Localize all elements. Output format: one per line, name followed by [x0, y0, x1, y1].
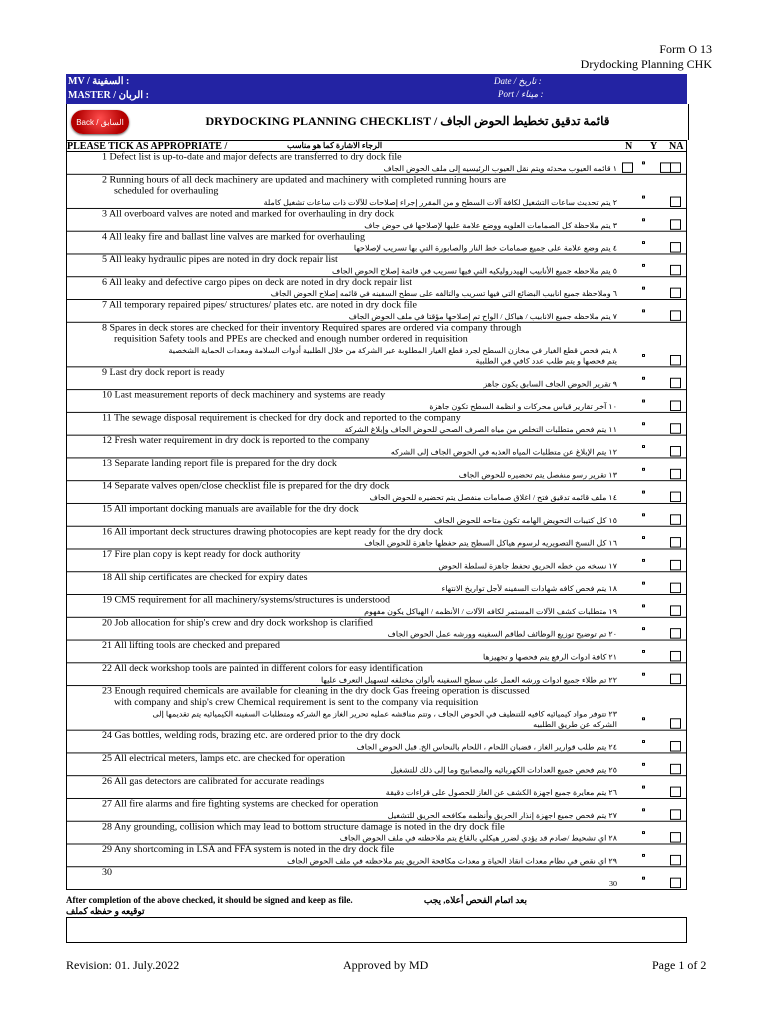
checklist-row: [66, 209, 687, 232]
instruction-en: PLEASE TICK AS APPROPRIATE /: [67, 141, 228, 152]
tick-marker: [642, 740, 645, 743]
item-text-ar: ١٨ يتم فحص كافه شهادات السفينه لأجل تواريخ الانتهاء: [441, 584, 617, 594]
item-text-ar: ٣ يتم ملاحظة كل الصمامات العلويه ووضع علامة عليها لإصلاحها في حوض جاف: [364, 221, 617, 230]
mv-label: MV / السفينة :: [68, 76, 130, 87]
tick-marker: [642, 673, 645, 676]
back-button[interactable]: Back / السابق: [71, 110, 129, 134]
na-checkbox[interactable]: [670, 401, 681, 411]
item-text-ar: ٥ يتم ملاحظه جميع الأنابيب الهيدروليكيه التي فيها تسريب في قائمة إصلاح الحوض الجاف: [332, 266, 617, 276]
na-checkbox[interactable]: [670, 674, 681, 684]
master-label: MASTER / الربان :: [68, 90, 149, 101]
checklist-items: [66, 152, 687, 890]
column-header-row: [66, 140, 687, 152]
item-text-ar: ١٩ متطلبات كشف الآلات المستمر لكافه الآلات / الأنظمه / الهياكل يكون مفهوم: [364, 607, 617, 616]
checklist-row: [66, 595, 687, 618]
na-checkbox[interactable]: [670, 560, 681, 570]
checklist-row: [66, 277, 687, 300]
na-checkbox[interactable]: [670, 469, 681, 479]
tick-marker: [642, 377, 645, 380]
item-text-en: 17 Fire plan copy is kept ready for dock authority: [102, 549, 301, 560]
checklist-row: [66, 436, 687, 459]
checklist-row: [66, 232, 687, 255]
checklist-row: [66, 822, 687, 845]
na-checkbox[interactable]: [670, 809, 681, 819]
item-text-en: 21 All lifting tools are checked and prepared: [102, 640, 280, 651]
na-checkbox[interactable]: [670, 764, 681, 774]
item-text-ar: ١٣ تقرير رسو منفصل يتم تحضيره للحوض الجاف: [458, 470, 617, 480]
item-text-en: with company and ship's crew Chemical requirement is sent to the company via requisition: [114, 697, 479, 708]
item-text-ar: ١٠ آخر تقارير قياس محركات و انظمة السطح تكون جاهزة: [429, 402, 617, 411]
item-text-en: 8 Spares in deck stores are checked for their inventory Required spares are ordered via company through: [102, 322, 522, 334]
tick-marker: [642, 854, 645, 857]
date-label: Date / تاريخ :: [494, 76, 542, 86]
item-text-en: 25 All electrical meters, lamps etc. are checked for operation: [102, 753, 345, 764]
item-text-ar: ٢٧ يتم فحص جميع اجهزة إنذار الحريق وأنظمه مكافحه الحريق للتشغيل: [387, 811, 617, 820]
item-text-en: 3 All overboard valves are noted and marked for overhauling in dry dock: [102, 208, 395, 220]
item-text-ar: ١٦ كل النسخ التصويريه لرسوم هياكل السطح يتم حفظها جاهزة للحوض الجاف: [364, 539, 617, 548]
item-text-en: 27 All fire alarms and fire fighting systems are checked for operation: [102, 798, 379, 810]
tick-marker: [642, 287, 645, 290]
checklist-row: [66, 844, 687, 867]
page-number: Page 1 of 2: [652, 958, 707, 972]
item-text-en: 24 Gas bottles, welding rods, brazing etc. are ordered prior to the dry dock: [102, 730, 401, 742]
na-checkbox[interactable]: [670, 514, 681, 524]
tick-marker: [642, 309, 645, 312]
tick-marker: [642, 422, 645, 425]
item-text-ar: ١١ يتم فحص متطلبات التخلص من مياه الصرف الصحي للحوض الجاف وإبلاغ الشركة: [344, 425, 617, 434]
approved-text: Approved by MD: [343, 958, 429, 972]
na-checkbox[interactable]: [670, 628, 681, 638]
tick-marker: [642, 627, 645, 630]
item-text-en: 15 All important docking manuals are available for the dry dock: [102, 503, 359, 515]
item-text-ar: يتم فحصها و يتم طلب عدد كافي في الطلبية: [475, 356, 617, 366]
item-text-en: 10 Last measurement reports of deck machinery and systems are ready: [102, 390, 386, 401]
tick-marker: [642, 468, 645, 471]
item-text-ar: ٢١ كافة ادوات الرفع يتم فحصها و تجهيزها: [483, 652, 617, 662]
item-text-ar: ٢٩ اي نقص في نظام معدات انقاذ الحياة و معدات مكافحة الحريق يتم ملاحظته في ملف الحوض الجاف: [287, 856, 617, 866]
tick-marker: [642, 582, 645, 585]
checklist-row: [66, 641, 687, 664]
item-text-en: 19 CMS requirement for all machinery/systems/structures is understood: [102, 594, 391, 606]
footer-note: [66, 893, 687, 917]
tick-marker: [642, 196, 645, 199]
item-text-en: 2 Running hours of all deck machinery are updated and machinery with completed running hours are: [102, 174, 507, 186]
item-text-ar: ٧ يتم ملاحظه جميع الانابيب / هياكل / الواح تم إصلاحها مؤقتا في ملف الحوض الجاف: [348, 312, 617, 321]
item-text-ar: ٢ يتم تحديث ساعات التشغيل لكافة آلات السطح و من المقرر إجراء إصلاحات للآلات ذات ساعات تشغيل كاملة: [263, 198, 617, 208]
checklist-row: [66, 504, 687, 527]
checklist-row: [66, 175, 687, 209]
item-text-ar: ٢٦ يتم معايرة جميع اجهزة الكشف عن الغاز للحصول على قراءات دقيقة: [385, 788, 617, 798]
item-text-ar: ١٢ يتم الإبلاغ عن متطلبات المياه العذبه في الحوض الجاف إلى الشركه: [390, 447, 617, 457]
y-checkbox[interactable]: [660, 162, 671, 172]
checklist-row: [66, 867, 687, 890]
na-checkbox[interactable]: [670, 355, 681, 365]
item-text-en: 7 All temporary repaired pipes/ structures/ plates etc. are noted in dry dock file: [102, 299, 417, 311]
checklist-row: [66, 323, 687, 368]
checklist-row: [66, 663, 687, 686]
checklist-row: [66, 527, 687, 550]
port-label: Port / ميناء :: [498, 89, 544, 99]
tick-marker: [642, 650, 645, 653]
tick-marker: [642, 264, 645, 267]
na-checkbox[interactable]: [670, 583, 681, 593]
item-text-ar: ٢٣ تتوفر مواد كيميائيه كافيه للتنظيف في الحوض الجاف ، وتتم مناقشه عمليه تحرير الغاز مع الشركه ومتطلبات السفينه الكيميائيه يتم تقديمها إلى: [152, 709, 617, 719]
na-checkbox[interactable]: [670, 423, 681, 433]
na-checkbox[interactable]: [670, 162, 681, 172]
checklist-row: [66, 549, 687, 572]
na-checkbox[interactable]: [670, 378, 681, 388]
na-checkbox[interactable]: [670, 446, 681, 456]
item-text-ar: 30: [609, 879, 617, 889]
item-text-ar: ٢٨ اي تشحيط /صادم قد يؤدي لضرر هيكلي بالقاع يتم ملاحظته في ملف الحوض الجاف: [339, 834, 617, 843]
item-text-ar: ٨ يتم فحص قطع الغيار في مخازن السطح لجرد قطع الغيار المطلوبة عبر الشركة من خلال الطلبية أدوات السلامة ومعدات الحماية الشخصية: [168, 346, 617, 355]
item-text-ar: ١٥ كل كتيبات التحويض الهامه تكون متاحه للحوض الجاف: [434, 516, 617, 525]
item-text-ar: ٢٤ يتم طلب قوارير الغاز ، قضبان اللحام ، اللحام بالنحاس الخ. قبل الحوض الجاف: [356, 742, 617, 752]
checklist-row: [66, 367, 687, 390]
revision-text: Revision: 01. July.2022: [66, 958, 180, 972]
na-checkbox[interactable]: [670, 878, 681, 888]
na-checkbox[interactable]: [670, 492, 681, 502]
checklist-row: [66, 618, 687, 641]
tick-marker: [642, 161, 645, 164]
column-y: Y: [650, 141, 658, 152]
checklist-row: [66, 458, 687, 481]
checklist-row: [66, 686, 687, 731]
item-text-en: 13 Separate landing report file is prepared for the dry dock: [102, 458, 337, 469]
checklist-title: DRYDOCKING PLANNING CHECKLIST / قائمة تدقيق تخطيط الحوض الجاف: [205, 114, 610, 128]
item-text-en: 30: [102, 867, 112, 878]
tick-marker: [642, 400, 645, 403]
tick-marker: [642, 218, 645, 221]
item-text-ar: ١٤ ملف قائمه تدقيق فتح / اغلاق صمامات منفصل يتم تحضيره للحوض الجاف: [369, 493, 617, 503]
na-checkbox[interactable]: [670, 310, 681, 320]
na-checkbox[interactable]: [670, 605, 681, 615]
tick-marker: [642, 241, 645, 244]
item-text-ar: ٦ وملاحظة جميع انابيب البضائع التي فيها تسريب والتالفه على سطح السفينه في قائمه إصلاح الحوض الجاف: [270, 289, 617, 299]
item-text-en: 23 Enough required chemicals are available for cleaning in the dry dock Gas freeing operation is discussed: [102, 686, 530, 697]
checklist-row: [66, 731, 687, 754]
na-checkbox[interactable]: [670, 219, 681, 229]
item-text-ar: ١٧ نسخه من خطه الحريق تحفظ جاهزة لسلطة الحوض: [438, 561, 617, 571]
item-text-en: 9 Last dry dock report is ready: [102, 367, 225, 378]
na-checkbox[interactable]: [670, 832, 681, 842]
column-n: N: [625, 141, 633, 152]
footer-note-ar-1: بعد اتمام الفحص أعلاه, يجب: [423, 895, 527, 905]
tick-marker: [642, 808, 645, 811]
item-text-en: 29 Any shortcoming in LSA and FFA system is noted in the dry dock file: [102, 844, 395, 855]
item-text-en: 6 All leaky and defective cargo pipes on deck are noted in dry dock repair list: [102, 277, 412, 288]
na-checkbox[interactable]: [670, 265, 681, 275]
item-text-en: 11 The sewage disposal requirement is checked for dry dock and reported to the company: [102, 412, 461, 424]
item-text-ar: ١ قائمه العيوب محدثه ويتم نقل العيوب الرئيسيه إلى ملف الحوض الجاف: [383, 164, 617, 173]
item-text-en: 22 All deck workshop tools are painted in different colors for easy identification: [102, 663, 423, 674]
na-checkbox[interactable]: [670, 537, 681, 547]
tick-marker: [642, 354, 645, 357]
checklist-row: [66, 799, 687, 822]
signature-box[interactable]: [66, 917, 687, 943]
na-checkbox[interactable]: [670, 718, 681, 728]
item-text-ar: ٢٢ تم طلاء جميع ادوات ورشه العمل على سطح السفينه بألوان مختلفه لتسهيل التعرف عليها: [320, 675, 617, 685]
tick-marker: [642, 831, 645, 834]
tick-marker: [642, 717, 645, 720]
form-name: Drydocking Planning CHK: [580, 57, 712, 71]
checklist-row: [66, 254, 687, 277]
vessel-info-bar: [66, 74, 687, 104]
title-row: [66, 104, 689, 140]
column-na: NA: [669, 141, 684, 152]
tick-marker: [642, 491, 645, 494]
na-checkbox[interactable]: [670, 242, 681, 252]
item-text-en: 12 Fresh water requirement in dry dock is reported to the company: [102, 435, 370, 447]
na-checkbox[interactable]: [670, 787, 681, 797]
item-text-en: 16 All important deck structures drawing photocopies are kept ready for the dry dock: [102, 526, 443, 538]
item-text-en: 5 All leaky hydraulic pipes are noted in dry dock repair list: [102, 254, 338, 265]
na-checkbox[interactable]: [670, 197, 681, 207]
na-checkbox[interactable]: [670, 855, 681, 865]
checklist-row: [66, 481, 687, 504]
item-text-ar: ٩ تقرير الحوض الجاف السابق يكون جاهز: [483, 379, 617, 389]
tick-marker: [642, 445, 645, 448]
item-text-ar: الشركه عن طريق الطلبيه: [533, 720, 617, 729]
item-text-ar: ٢٥ يتم فحص جميع العدادات الكهربائيه والمصابيح وما إلى ذلك للتشغيل: [390, 765, 617, 775]
checklist-row: [66, 753, 687, 776]
item-text-en: 14 Separate valves open/close checklist file is prepared for the dry dock: [102, 481, 390, 492]
item-text-ar: ٤ يتم وضع علامة على جميع صمامات خط النار والصابورة التي بها تسريب لإصلاحها: [353, 244, 617, 253]
checklist-row: [66, 776, 687, 799]
na-checkbox[interactable]: [670, 741, 681, 751]
tick-marker: [642, 513, 645, 516]
footer-note-en: After completion of the above checked, it should be signed and keep as file.: [66, 895, 353, 905]
tick-marker: [642, 786, 645, 789]
checklist-row: [66, 390, 687, 413]
item-text-en: requisition Safety tools and PPEs are checked and enough number ordered in requisition: [114, 334, 468, 345]
item-text-en: 18 All ship certificates are checked for expiry dates: [102, 572, 308, 583]
checklist-row: [66, 300, 687, 323]
item-text-en: 26 All gas detectors are calibrated for accurate readings: [102, 776, 325, 787]
n-checkbox[interactable]: [622, 162, 633, 172]
item-text-en: 4 All leaky fire and ballast line valves are marked for overhauling: [102, 231, 365, 243]
na-checkbox[interactable]: [670, 288, 681, 298]
na-checkbox[interactable]: [670, 651, 681, 661]
checklist-row: [66, 152, 687, 175]
item-text-en: 1 Defect list is up-to-date and major defects are transferred to dry dock file: [102, 152, 402, 163]
item-text-en: scheduled for overhauling: [114, 186, 219, 197]
tick-marker: [642, 877, 645, 880]
form-code: Form O 13: [659, 42, 712, 56]
tick-marker: [642, 559, 645, 562]
footer-note-ar-2: توقيعه و حفظه كملف: [66, 906, 145, 916]
tick-marker: [642, 536, 645, 539]
form-header: [581, 42, 712, 72]
tick-marker: [642, 763, 645, 766]
item-text-en: 28 Any grounding, collision which may lead to bottom structure damage is noted in the dry dock file: [102, 821, 505, 833]
item-text-en: 20 Job allocation for ship's crew and dry dock workshop is clarified: [102, 617, 373, 629]
checklist-row: [66, 413, 687, 436]
item-text-ar: ٢٠ تم توضيح توزيع الوظائف لطاقم السفينه وورشه عمل الحوض الجاف: [387, 630, 617, 639]
tick-marker: [642, 604, 645, 607]
checklist-row: [66, 572, 687, 595]
instruction-ar: الرجاء الاشارة كما هو مناسب: [287, 141, 383, 150]
